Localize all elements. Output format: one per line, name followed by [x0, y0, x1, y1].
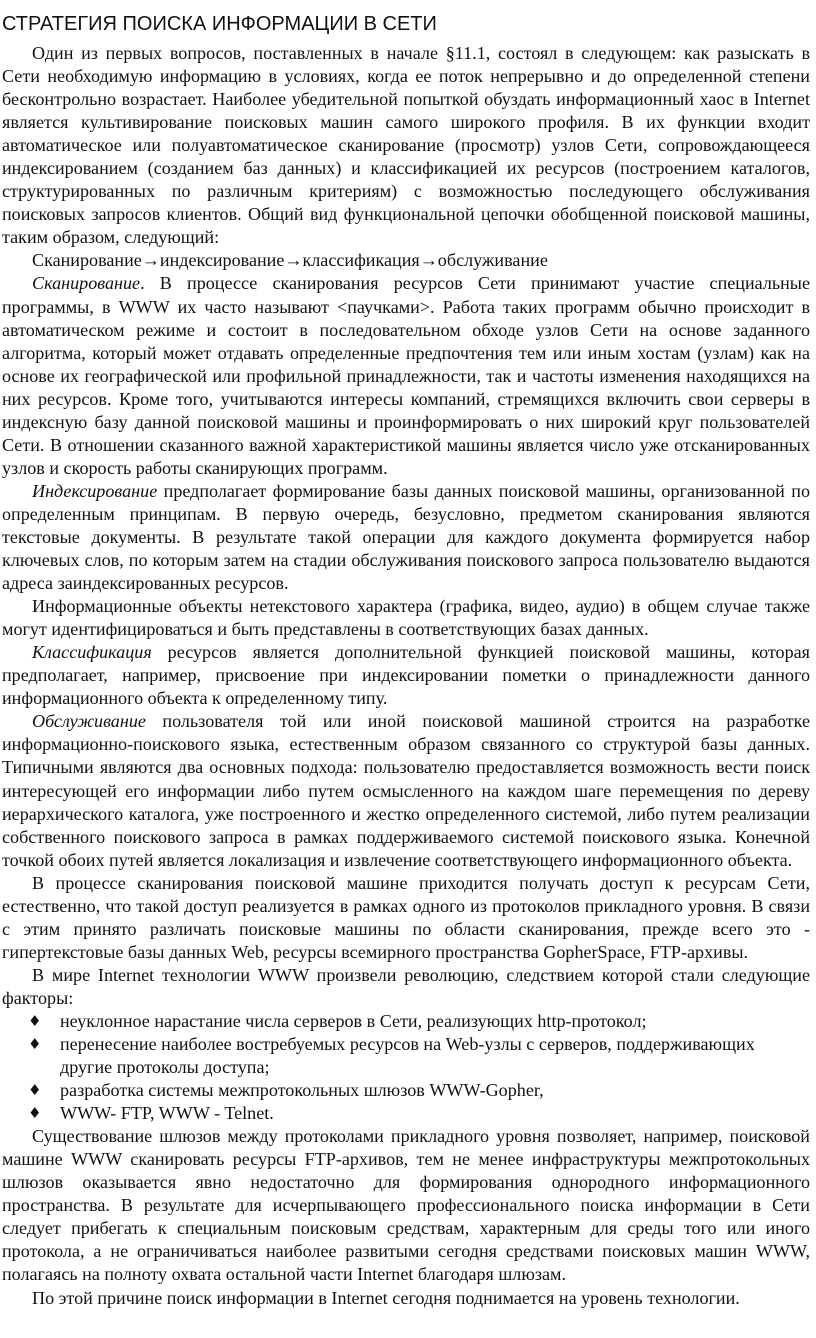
indexing-text: предполагает формирование базы данных поисковой машины, организованной по определенным принципам. В первую очередь, безусловно, предметом сканирования являются текстовые документы. В результате такой операции для каждого документа формируется набор ключевых слов, по которым затем на стадии обслуживания поискового запроса пользователю выдаются адреса заиндексированных ресурсов. — [2, 480, 810, 594]
factors-list — [2, 1010, 810, 1125]
function-chain: Сканирование→индексирование→классификация→обслуживание — [32, 250, 548, 271]
paragraph-gateways: Существование шлюзов между протоколами прикладного уровня позволяет, например, поисковой машине WWW сканировать ресурсы FTP-архивов, тем не менее инфраструктуры межпротокольных шлюзов оказывается явно недостаточно для формирования однородного информационного пространства. В результате для исчерпывающего профессионального поиска информации в Сети следует прибегать к специальным поисковым средствам, характерным для среды того или иного протокола, а не ограничиваться наиболее развитыми сегодня средствами поисковых машин WWW, полагаясь на полноту охвата остальной части Internet благодаря шлюзам. — [2, 1126, 810, 1285]
paragraph-service — [2, 710, 810, 871]
paragraph-www-revolution: В мире Internet технологии WWW произвели революцию, следствием которой стали следующие факторы: — [2, 964, 810, 1008]
classification-text: ресурсов является дополнительной функцией поисковой машины, которая предполагает, например, присвоение при индексировании пометки о принадлежности данного информационного объекта к определенному типу. — [2, 642, 810, 709]
term-service: Обслуживание — [32, 711, 146, 732]
list-item-text: перенесение наиболее востребуемых ресурсов на Web-узлы с серверов, поддерживающих другие протоколы доступа; — [60, 1034, 755, 1078]
paragraph-classification — [2, 641, 810, 710]
scanning-text: . В процессе сканирования ресурсов Сети принимают участие специальные программы, в WWW их часто называют <паучками>. Работа таких программ обычно происходит в автоматическом режиме и состоит в последовательном обходе узлов Сети на основе заданного алгоритма, который может отдавать определенные предпочтения тем или иным хостам (узлам) как на основе их географической или профильной принадлежности, так и частоты изменения находящихся на них ресурсов. Кроме того, учитываются интересы компаний, стремящихся включить свои серверы в индексную базу данной поисковой машины и проинформировать о них широкий круг пользователей Сети. В отношении сказанного важной характеристикой машины является число уже отсканированных узлов и скорость работы сканирующих программ. — [2, 273, 810, 478]
paragraph-protocols: В процессе сканирования поисковой машине приходится получать доступ к ресурсам Сети, естественно, что такой доступ реализуется в рамках одного из протоколов прикладного уровня. В связи с этим принято различать поисковые машины по области сканирования, прежде всего это - гипертекстовые базы данных Web, ресурсы всемирного пространства GopherSpace, FTP-архивы. — [2, 872, 810, 962]
diamond-bullet-icon: ♦ — [28, 1081, 42, 1100]
diamond-bullet-icon: ♦ — [28, 1104, 42, 1123]
list-item — [28, 1102, 810, 1125]
paragraph-nontext-objects: Информационные объекты нетекстового характера (графика, видео, аудио) в общем случае также могут идентифицироваться и быть представлены в соответствующих базах данных. — [2, 596, 810, 640]
page-title: СТРАТЕГИЯ ПОИСКА ИНФОРМАЦИИ В СЕТИ — [2, 13, 437, 35]
paragraph-indexing — [2, 480, 810, 595]
service-text: пользователя той или иной поисковой машиной строится на разработке информационно-поискового языка, естественным образом связанного со структурой базы данных. Типичными являются два основных подхода: пользователю предоставляется возможность вести поиск интересующей его информации либо путем осмысленного на каждом шаге перемещения по дереву иерархического каталога, уже построенного и жестко определенного системой, либо путем реализации собственного поискового запроса в рамках поддерживаемого системой поискового языка. Конечной точкой обоих путей является локализация и извлечение соответствующего информационного объекта. — [2, 711, 810, 870]
term-scanning: Сканирование — [32, 273, 141, 294]
term-classification: Классификация — [32, 642, 152, 663]
list-item-text: разработка системы межпротокольных шлюзов WWW-Gopher, — [60, 1080, 544, 1101]
list-item — [28, 1079, 810, 1102]
list-item — [28, 1010, 810, 1033]
list-item-text: WWW- FTP, WWW - Telnet. — [60, 1103, 274, 1124]
term-indexing: Индексирование — [32, 480, 158, 501]
diamond-bullet-icon: ♦ — [28, 1011, 42, 1030]
paragraph-intro: Один из первых вопросов, поставленных в начале §11.1, состоял в следующем: как разыскать в Сети необходимую информацию в условиях, когда ее поток непрерывно и до определенной степени бесконтрольно возрастает. Наиболее убедительной попыткой обуздать информационный хаос в Internet является культивирование поисковых машин самого широкого профиля. В их функции входит автоматическое или полуавтоматическое сканирование (просмотр) узлов Сети, сопровождающееся индексированием (созданием баз данных) и классификацией их ресурсов (построением каталогов, структурированных по различным критериям) с возможностью последующего обслуживания поисковых запросов клиентов. Общий вид функциональной цепочки обобщенной поисковой машины, таким образом, следующий: — [2, 43, 810, 248]
list-item — [28, 1033, 810, 1079]
paragraph-conclusion: По этой причине поиск информации в Internet сегодня поднимается на уровень технологии. — [32, 1287, 740, 1308]
diamond-bullet-icon: ♦ — [28, 1035, 42, 1054]
list-item-text: неуклонное нарастание числа серверов в Сети, реализующих http-протокол; — [60, 1010, 647, 1031]
paragraph-scanning — [2, 272, 810, 479]
